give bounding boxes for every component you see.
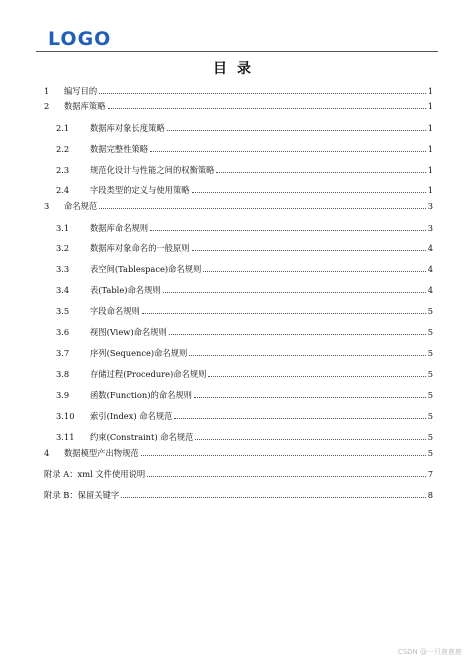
toc-dot-leader — [195, 439, 425, 440]
page-title: 目录 — [213, 61, 261, 77]
toc-entry-label: 数据模型产出物规范 — [64, 448, 139, 458]
toc-entry-label: 数据库命名规则 — [90, 223, 149, 233]
toc-entry[interactable] — [44, 199, 433, 211]
toc-entry-page: 5 — [427, 432, 433, 442]
toc-dot-leader — [163, 292, 426, 293]
toc-dot-leader — [174, 418, 425, 419]
toc-entry-label: 函数(Function)的命名规则 — [90, 390, 192, 400]
toc-entry-number: 3.5 — [56, 306, 70, 316]
toc-entry-page: 5 — [427, 390, 433, 400]
toc-entry-page: 1 — [427, 123, 433, 133]
toc-dot-leader — [189, 355, 425, 356]
toc-entry-label: 约束(Constraint) 命名规范 — [90, 432, 194, 442]
toc-entry-number: 3.3 — [56, 264, 70, 274]
toc-entry-label: 附录 A：xml 文件使用说明 — [44, 469, 146, 479]
toc-entry[interactable] — [56, 304, 433, 316]
toc-entry-label: 序列(Sequence)命名规则 — [90, 348, 188, 358]
toc-entry-number: 3 — [44, 201, 50, 211]
toc-dot-leader — [99, 93, 426, 94]
toc-entry-label: 编写目的 — [64, 86, 98, 96]
toc-entry-page: 5 — [427, 348, 433, 358]
toc-dot-leader — [169, 334, 426, 335]
toc-entry-page: 5 — [427, 327, 433, 337]
toc-entry-label: 数据库对象命名的一般原则 — [90, 243, 190, 253]
toc-entry-page: 1 — [427, 185, 433, 195]
toc-entry-label: 存储过程(Procedure)命名规则 — [90, 369, 207, 379]
toc-entry[interactable] — [56, 221, 433, 233]
toc-entry-number: 3.4 — [56, 285, 70, 295]
toc-entry-label: 数据完整性策略 — [90, 144, 149, 154]
toc-entry-number: 4 — [44, 448, 50, 458]
toc-entry-label: 数据库策略 — [64, 101, 106, 111]
toc-entry[interactable] — [56, 121, 433, 133]
toc-entry[interactable] — [56, 283, 433, 295]
toc-entry-number: 2.2 — [56, 144, 70, 154]
toc-entry-page: 5 — [427, 306, 433, 316]
toc-entry[interactable] — [44, 467, 433, 479]
toc-entry-label: 索引(Index) 命名规范 — [90, 411, 173, 421]
toc-entry-page: 5 — [427, 411, 433, 421]
toc-entry-page: 1 — [427, 144, 433, 154]
toc-entry[interactable] — [56, 262, 433, 274]
toc-entry[interactable] — [56, 163, 433, 175]
toc-entry[interactable] — [44, 488, 433, 500]
toc-entry-page: 3 — [427, 201, 433, 211]
toc-entry-page: 1 — [427, 165, 433, 175]
toc-entry[interactable] — [56, 241, 433, 253]
toc-entry-page: 1 — [427, 101, 433, 111]
toc-dot-leader — [150, 151, 426, 152]
toc-entry-label: 数据库对象长度策略 — [90, 123, 165, 133]
toc-entry-number: 3.8 — [56, 369, 70, 379]
toc-entry[interactable] — [56, 367, 433, 379]
toc-entry-page: 8 — [427, 490, 433, 500]
toc-entry-label: 表(Table)命名规则 — [90, 285, 161, 295]
toc-entry[interactable] — [56, 142, 433, 154]
toc-entry-number: 3.1 — [56, 223, 70, 233]
toc-dot-leader — [192, 250, 426, 251]
toc-entry-page: 5 — [427, 448, 433, 458]
toc-dot-leader — [150, 230, 426, 231]
toc-entry-number: 1 — [44, 86, 50, 96]
toc-dot-leader — [108, 108, 426, 109]
toc-dot-leader — [142, 313, 426, 314]
toc-entry[interactable] — [56, 325, 433, 337]
toc-entry-label: 附录 B：保留关键字 — [44, 490, 120, 500]
watermark: CSDN @一只鹿鹿鹿 — [397, 648, 462, 656]
toc-entry-number: 3.11 — [56, 432, 75, 442]
toc-entry-label: 规范化设计与性能之间的权衡策略 — [90, 165, 215, 175]
toc-entry[interactable] — [56, 430, 433, 442]
toc-entry[interactable] — [56, 183, 433, 195]
toc-entry-page: 4 — [427, 264, 433, 274]
toc-dot-leader — [194, 397, 426, 398]
logo: LOGO — [48, 28, 112, 50]
toc-entry-number: 2.1 — [56, 123, 70, 133]
toc-entry-label: 视图(View)命名规则 — [90, 327, 167, 337]
toc-dot-leader — [121, 497, 426, 498]
toc-dot-leader — [216, 172, 425, 173]
toc-entry-page: 3 — [427, 223, 433, 233]
toc-entry-page: 4 — [427, 243, 433, 253]
toc-entry-number: 3.10 — [56, 411, 75, 421]
toc-entry-number: 3.7 — [56, 348, 70, 358]
toc-entry-page: 7 — [427, 469, 433, 479]
toc-entry-page: 1 — [427, 86, 433, 96]
toc-entry-label: 字段类型的定义与使用策略 — [90, 185, 190, 195]
toc-entry[interactable] — [56, 346, 433, 358]
toc-dot-leader — [147, 476, 426, 477]
toc-dot-leader — [141, 455, 426, 456]
toc-entry-page: 5 — [427, 369, 433, 379]
toc-entry[interactable] — [44, 99, 433, 111]
toc-dot-leader — [167, 130, 426, 131]
toc-entry-label: 表空间(Tablespace)命名规则 — [90, 264, 202, 274]
toc-entry-number: 3.2 — [56, 243, 70, 253]
header-divider — [36, 51, 438, 52]
toc-entry-number: 3.9 — [56, 390, 70, 400]
toc-entry-number: 2 — [44, 101, 50, 111]
toc-entry-page: 4 — [427, 285, 433, 295]
toc-dot-leader — [99, 208, 426, 209]
toc-entry[interactable] — [44, 446, 433, 458]
toc-entry-number: 2.4 — [56, 185, 70, 195]
toc-entry-number: 2.3 — [56, 165, 70, 175]
toc-dot-leader — [208, 376, 425, 377]
toc-entry[interactable] — [56, 388, 433, 400]
toc-entry[interactable] — [56, 409, 433, 421]
toc-dot-leader — [203, 271, 425, 272]
toc-entry-number: 3.6 — [56, 327, 70, 337]
toc-entry[interactable] — [44, 84, 433, 96]
toc-dot-leader — [192, 192, 426, 193]
toc-entry-label: 命名规范 — [64, 201, 98, 211]
toc-entry-label: 字段命名规则 — [90, 306, 140, 316]
